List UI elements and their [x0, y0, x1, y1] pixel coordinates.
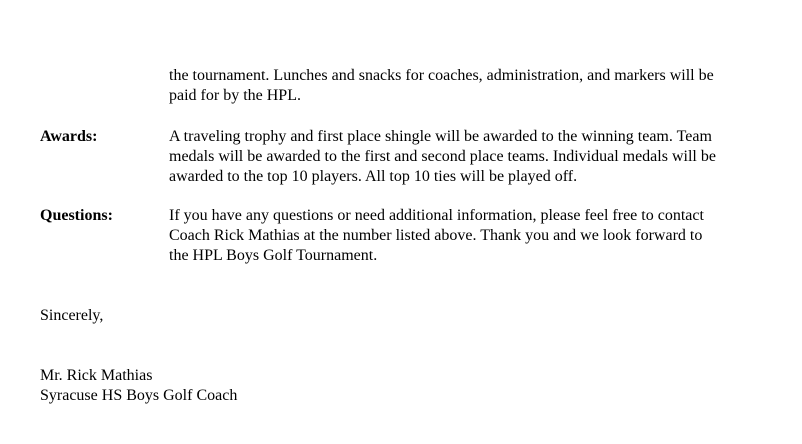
- questions-line: the HPL Boys Golf Tournament.: [169, 247, 378, 264]
- signature-block: [40, 366, 237, 406]
- awards-label: Awards:: [40, 128, 98, 145]
- awards-paragraph: [169, 127, 769, 187]
- signature-name: Mr. Rick Mathias: [40, 367, 153, 384]
- signature-title: Syracuse HS Boys Golf Coach: [40, 387, 238, 404]
- questions-line: Coach Rick Mathias at the number listed above. Thank you and we look forward to: [169, 227, 703, 244]
- questions-label: Questions:: [40, 207, 113, 224]
- questions-line: If you have any questions or need additional information, please feel free to contact: [169, 207, 704, 224]
- continuation-paragraph: [169, 66, 769, 106]
- continuation-line: the tournament. Lunches and snacks for coaches, administration, and markers will be: [169, 67, 714, 84]
- awards-line: A traveling trophy and first place shingle will be awarded to the winning team. Team: [169, 128, 712, 145]
- continuation-line: paid for by the HPL.: [169, 87, 301, 104]
- closing-salutation: Sincerely,: [40, 307, 104, 324]
- questions-paragraph: [169, 206, 769, 266]
- awards-line: medals will be awarded to the first and second place teams. Individual medals will be: [169, 148, 716, 165]
- awards-line: awarded to the top 10 players. All top 10 ties will be played off.: [169, 168, 578, 185]
